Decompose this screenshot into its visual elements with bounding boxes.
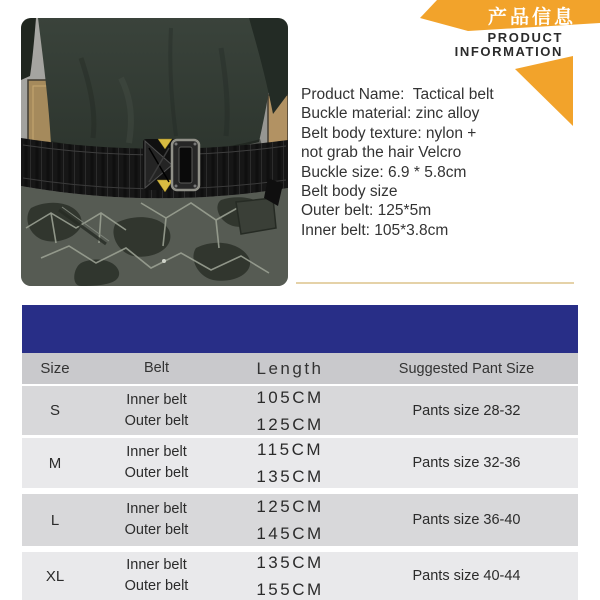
spec-line: Product Name: Tactical belt — [301, 86, 494, 103]
row-pants: Pants size 32-36 — [412, 455, 521, 471]
navy-band — [22, 305, 578, 353]
banner-title-cn: 产品信息 — [487, 7, 576, 28]
row-pants: Pants size 28-32 — [412, 402, 521, 419]
header-length: Length — [256, 359, 324, 378]
table-row — [22, 386, 578, 435]
belt-line: Outer belt — [124, 522, 189, 538]
divider-line — [296, 282, 574, 284]
row-belt — [88, 386, 225, 435]
length-line: 155CM — [256, 580, 324, 599]
length-line: 125CM — [256, 497, 324, 516]
row-pants: Pants size 40-44 — [412, 568, 521, 584]
belt-line: Outer belt — [124, 412, 189, 429]
row-length — [225, 386, 355, 435]
length-line: 145CM — [256, 524, 324, 543]
header-pants: Suggested Pant Size — [398, 360, 535, 377]
spec-line: Buckle material: zinc alloy — [301, 105, 480, 123]
row-belt — [88, 438, 225, 488]
banner-en-line2: INFORMATION — [454, 44, 563, 59]
table-row — [22, 438, 578, 488]
belt-line: Inner belt — [126, 391, 187, 408]
row-size: L — [50, 511, 60, 529]
row-belt — [88, 494, 225, 546]
row-size: S — [49, 402, 60, 419]
banner-en-line1: PRODUCT — [487, 30, 563, 45]
size-table — [22, 353, 578, 600]
spec-line: Belt body texture: nylon + — [301, 124, 477, 142]
spec-line: Belt body size — [301, 183, 398, 201]
length-line: 115CM — [256, 440, 324, 459]
table-row — [22, 552, 578, 600]
row-belt — [88, 552, 225, 600]
length-line: 105CM — [256, 387, 324, 407]
row-length — [225, 438, 355, 488]
belt-line: Inner belt — [126, 501, 187, 517]
row-size: XL — [45, 567, 65, 585]
spec-line: Buckle size: 6.9 * 5.8cm — [301, 163, 467, 181]
belt-line: Inner belt — [126, 557, 187, 573]
header-size: Size — [40, 360, 70, 377]
table-header-row — [22, 353, 578, 384]
row-length — [225, 552, 355, 600]
spec-line: Outer belt: 125*5m — [301, 202, 432, 220]
header-belt: Belt — [144, 360, 169, 376]
belt-line: Outer belt — [124, 578, 189, 594]
belt-line: Inner belt — [126, 444, 187, 460]
belt-line: Outer belt — [124, 465, 189, 481]
table-row — [22, 494, 578, 546]
length-line: 135CM — [256, 553, 324, 572]
row-size: M — [48, 454, 62, 472]
product-specs — [301, 85, 576, 240]
spec-line: not grab the hair Velcro — [301, 144, 462, 162]
length-line: 135CM — [256, 467, 324, 486]
row-pants: Pants size 36-40 — [412, 512, 521, 528]
length-line: 125CM — [256, 414, 324, 434]
spec-line: Inner belt: 105*3.8cm — [301, 221, 449, 239]
banner-title-en — [455, 31, 563, 59]
row-length — [225, 494, 355, 546]
